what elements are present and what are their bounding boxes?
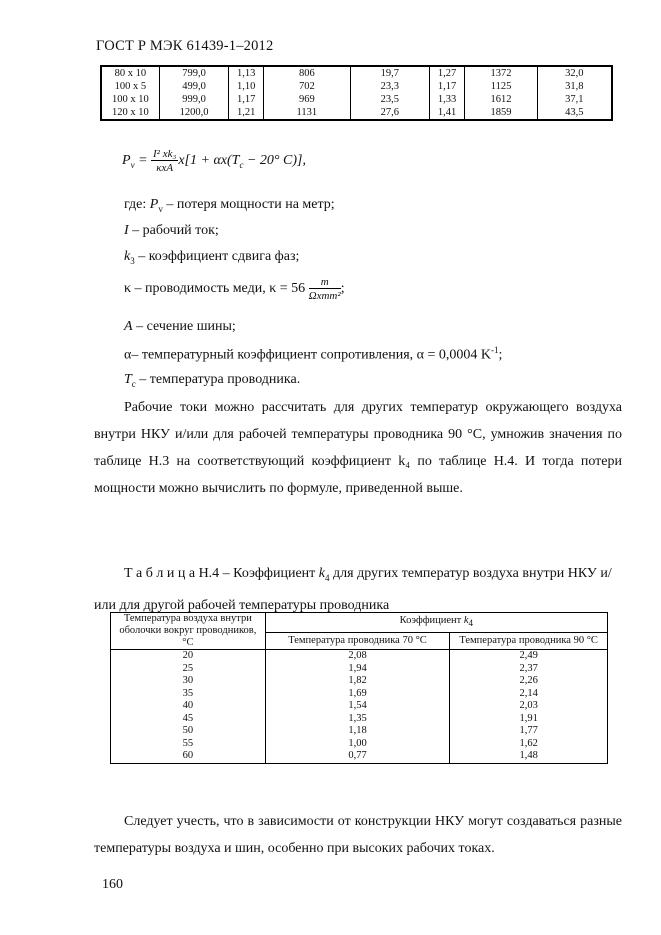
table-row	[111, 688, 608, 701]
table-cell: 27,6	[350, 106, 429, 120]
def-kappa: κ – проводимость меди, κ = 56 $\frac{m}{\text{Ωxmm²}}$ ;	[124, 276, 345, 302]
def-pv: где: $P_v$ – потеря мощности на метр;	[124, 197, 335, 214]
table-row	[111, 725, 608, 738]
table-cell: 999,0	[159, 93, 229, 106]
table-cell: 60	[111, 750, 266, 763]
table-cell: 50	[111, 725, 266, 738]
def-i: I – рабочий ток;	[124, 223, 219, 238]
table-cell: 100 x 10	[101, 93, 159, 106]
table-cell: 31,8	[537, 80, 612, 93]
table-cell: 45	[111, 713, 266, 726]
table-cell: 32,0	[537, 66, 612, 80]
table-row	[101, 80, 612, 93]
table-h4	[110, 612, 608, 764]
table-row	[111, 650, 608, 663]
table-cell: 1372	[465, 66, 537, 80]
table-cell: 55	[111, 738, 266, 751]
table-cell: 30	[111, 675, 266, 688]
table-row	[101, 106, 612, 120]
table-cell: 1,17	[429, 80, 464, 93]
table-cell: 1131	[263, 106, 350, 120]
table-cell: 23,5	[350, 93, 429, 106]
table-cell: 799,0	[159, 66, 229, 80]
table-cell: 1,27	[429, 66, 464, 80]
table-cell: 25	[111, 663, 266, 676]
paragraph-note: Следует учесть, что в зависимости от конструкции НКУ могут создаваться разные температуры воздуха и шин, особенно при высоких рабочих токах.	[94, 814, 622, 856]
page-number: 160	[102, 877, 123, 892]
table-cell: 80 x 10	[101, 66, 159, 80]
table-cell: 23,3	[350, 80, 429, 93]
table-cell: 1,18	[265, 725, 450, 738]
def-alpha: α– температурный коэффициент сопротивления, α = 0,0004 $K^{-1}$;	[124, 345, 503, 363]
table-cell: 1200,0	[159, 106, 229, 120]
table-cell: 1125	[465, 80, 537, 93]
table-cell: 1,94	[265, 663, 450, 676]
table-cell: 2,14	[450, 688, 608, 701]
table-cell: 702	[263, 80, 350, 93]
table-cell: 1,33	[429, 93, 464, 106]
table-cell: 1,69	[265, 688, 450, 701]
document-header: ГОСТ Р МЭК 61439-1–2012	[96, 38, 274, 54]
table-cell: 1,77	[450, 725, 608, 738]
table-cell: 1,54	[265, 700, 450, 713]
table-cell: 1,13	[229, 66, 264, 80]
table-cell: 2,37	[450, 663, 608, 676]
table-row	[111, 738, 608, 751]
table-cell: 37,1	[537, 93, 612, 106]
continued-busbar-table	[100, 65, 613, 121]
table-cell: 1,17	[229, 93, 264, 106]
table-cell: 1,10	[229, 80, 264, 93]
table-cell: 499,0	[159, 80, 229, 93]
table-cell: 2,03	[450, 700, 608, 713]
table-cell: 1612	[465, 93, 537, 106]
table-cell: 2,49	[450, 650, 608, 663]
paragraph-working-currents: Рабочие токи можно рассчитать для других температур окружающего воздуха внутри НКУ и/или для рабочей температуры проводника 90 °С, умножив значения по таблице Н.3 на соответствующий коэффициент k₄ по таблице Н.4. И тогда потери мощности можно вычислить по формуле, приведенной выше.	[94, 400, 622, 496]
table-row	[101, 66, 612, 80]
table-cell: 1,48	[450, 750, 608, 763]
col-air-temp-header: Температура воздуха внутри оболочки вокруг проводников, °С	[111, 613, 266, 650]
def-a: A – сечение шины;	[124, 319, 236, 334]
table-cell: 806	[263, 66, 350, 80]
table-cell: 2,08	[265, 650, 450, 663]
table-cell: 1,62	[450, 738, 608, 751]
table-cell: 0,77	[265, 750, 450, 763]
table-cell: 120 x 10	[101, 106, 159, 120]
table-cell: 1859	[465, 106, 537, 120]
table-row	[111, 750, 608, 763]
coefficient-group-header: Коэффициент $k_4$	[265, 613, 607, 633]
table-cell: 19,7	[350, 66, 429, 80]
table-cell: 40	[111, 700, 266, 713]
table-cell: 1,82	[265, 675, 450, 688]
table-row	[101, 93, 612, 106]
table-cell: 1,41	[429, 106, 464, 120]
table-cell: 969	[263, 93, 350, 106]
table-row	[111, 675, 608, 688]
table-row	[111, 700, 608, 713]
table-h4-caption: Т а б л и ц а Н.4 – Коэффициент $k_4$ для других температур воздуха внутри НКУ и/или для другой рабочей температуры проводника	[94, 566, 612, 613]
table-row	[111, 663, 608, 676]
table-cell: 100 x 5	[101, 80, 159, 93]
col-70-header: Температура проводника 70 °С	[265, 632, 450, 649]
table-cell: 2,26	[450, 675, 608, 688]
table-cell: 1,91	[450, 713, 608, 726]
table-cell: 1,00	[265, 738, 450, 751]
power-loss-formula: $P_v$ = $\frac{\text{I² xk₃}}{\text{κxA}}$ $x[1 + \alpha x(T_c - 20^\circ$ C)],	[122, 148, 306, 174]
table-cell: 1,21	[229, 106, 264, 120]
table-cell: 1,35	[265, 713, 450, 726]
col-90-header: Температура проводника 90 °С	[450, 632, 608, 649]
def-tc: $T_c$ – температура проводника.	[124, 372, 301, 389]
table-cell: 43,5	[537, 106, 612, 120]
table-cell: 20	[111, 650, 266, 663]
table-cell: 35	[111, 688, 266, 701]
table-row	[111, 713, 608, 726]
def-k3: $k_3$ – коэффициент сдвига фаз;	[124, 249, 300, 266]
